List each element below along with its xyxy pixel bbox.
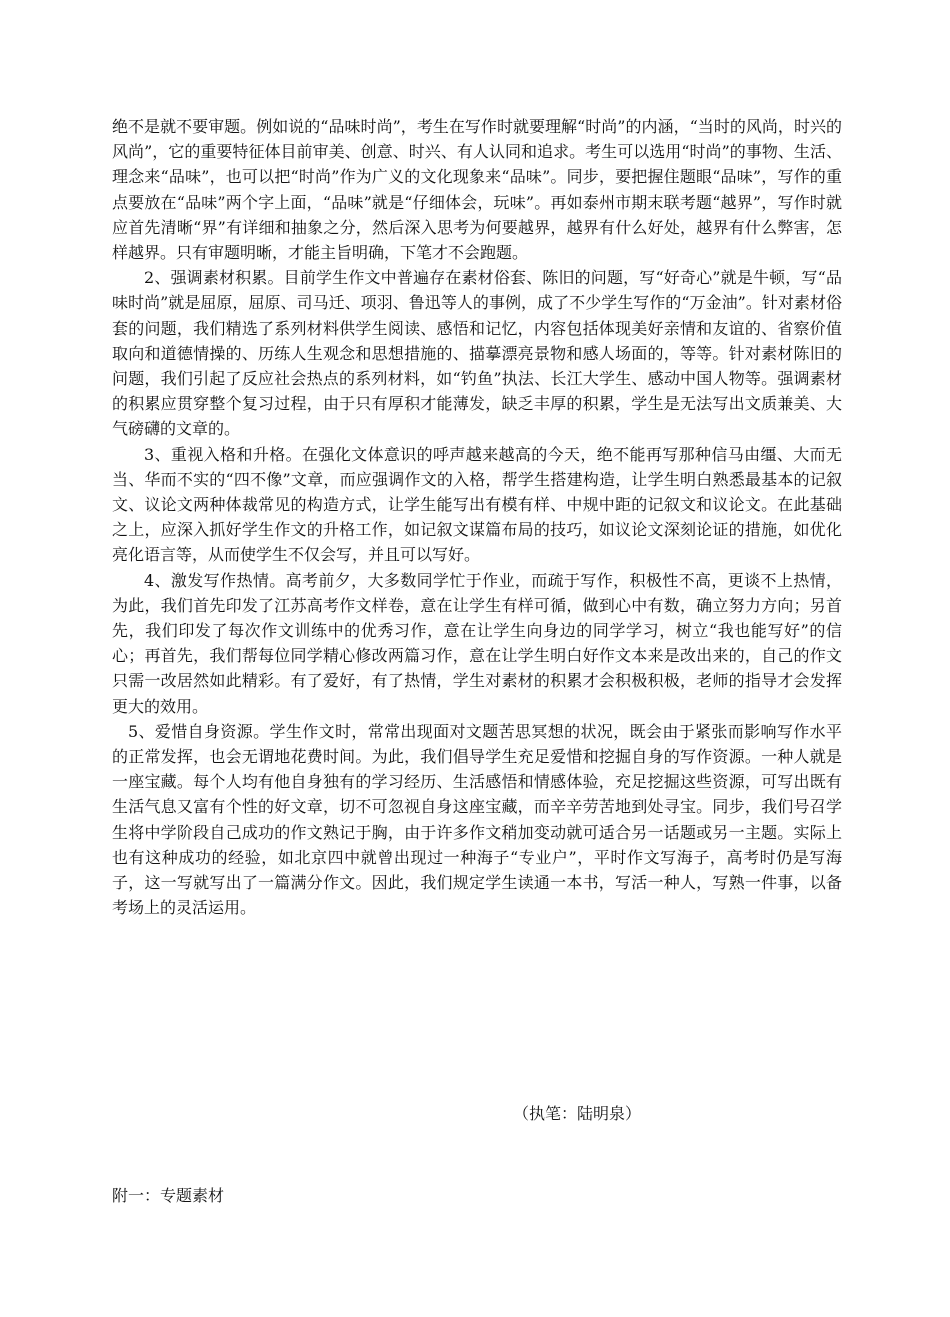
appendix-heading: 附一：专题素材 <box>112 1186 225 1205</box>
document-body <box>112 114 842 921</box>
paragraph-review-topic: 绝不是就不要审题。例如说的“品味时尚”，考生在写作时就要理解“时尚”的内涵，“当时的风尚，时兴的风尚”，它的重要特征体目前审美、创意、时兴、有人认同和追求。考生可以选用“时尚”的事物、生活、理念来“品味”，也可以把“时尚”作为广义的文化现象来“品味”。同步，要把握住题眼“品味”，写作的重点要放在“品味”两个字上面，“品味”就是“仔细体会，玩味”。再如泰州市期末联考题“越界”，写作时就应首先清晰“界”有详细和抽象之分，然后深入思考为何要越界，越界有什么好处，越界有什么弊害，怎样越界。只有审题明晰，才能主旨明确，下笔才不会跑题。 <box>112 117 842 263</box>
paragraph-own-resources: 5、爱惜自身资源。学生作文时，常常出现面对文题苦思冥想的状况，既会由于紧张而影响写作水平的正常发挥，也会无谓地花费时间。为此，我们倡导学生充足爱惜和挖掘自身的写作资源。一种人就是一座宝藏。每个人均有他自身独有的学习经历、生活感悟和情感体验，充足挖掘这些资源，可写出既有生活气息又富有个性的好文章，切不可忽视自身这座宝藏，而辛辛劳苦地到处寻宝。同步，我们号召学生将中学阶段自己成功的作文熟记于胸，由于许多作文稍加变动就可适合另一话题或另一主题。实际上也有这种成功的经验，如北京四中就曾出现过一种海子“专业户”，平时作文写海子，高考时仍是写海子，这一写就写出了一篇满分作文。因此，我们规定学生读通一本书，写活一种人，写熟一件事，以备考场上的灵活运用。 <box>112 721 842 918</box>
paragraph-writing-enthusiasm: 4、激发写作热情。高考前夕，大多数同学忙于作业，而疏于写作，积极性不高，更谈不上热情，为此，我们首先印发了江苏高考作文样卷，意在让学生有样可循，做到心中有数，确立努力方向；另首先，我们印发了每次作文训练中的优秀习作，意在让学生向身边的同学学习，树立“我也能写好”的信心；再首先，我们帮每位同学精心修改两篇习作，意在让学生明白好作文本来是改出来的，自己的作文只需一改居然如此精彩。有了爱好，有了热情，学生对素材的积累才会积极积极，老师的指导才会发挥更大的效用。 <box>112 570 842 716</box>
paragraph-material-accumulation: 2、强调素材积累。目前学生作文中普遍存在素材俗套、陈旧的问题，写“好奇心”就是牛顿，写“品味时尚”就是屈原，屈原、司马迁、项羽、鲁迅等人的事例，成了不少学生写作的“万金油”。针对素材俗套的问题，我们精选了系列材料供学生阅读、感悟和记忆，内容包括体现美好亲情和友谊的、省察价值取向和道德情操的、历练人生观念和思想措施的、描摹漂亮景物和感人场面的，等等。针对素材陈旧的问题，我们引起了反应社会热点的系列材料，如“钓鱼”执法、长江大学生、感动中国人物等。强调素材的积累应贯穿整个复习过程，由于只有厚积才能薄发，缺乏丰厚的积累，学生是无法写出文质兼美、大气磅礴的文章的。 <box>112 268 842 439</box>
paragraph-genre-standards: 3、重视入格和升格。在强化文体意识的呼声越来越高的今天，绝不能再写那种信马由缰、大而无当、华而不实的“四不像”文章，而应强调作文的入格，帮学生搭建构造，让学生明白熟悉最基本的记叙文、议论文两种体裁常见的构造方式，让学生能写出有模有样、中规中距的记叙文和议论文。在此基础之上，应深入抓好学生作文的升格工作，如记叙文谋篇布局的技巧，如议论文深刻论证的措施，如优化亮化语言等，从而使学生不仅会写，并且可以写好。 <box>112 444 842 565</box>
author-signature: （执笔：陆明泉） <box>513 1104 642 1123</box>
